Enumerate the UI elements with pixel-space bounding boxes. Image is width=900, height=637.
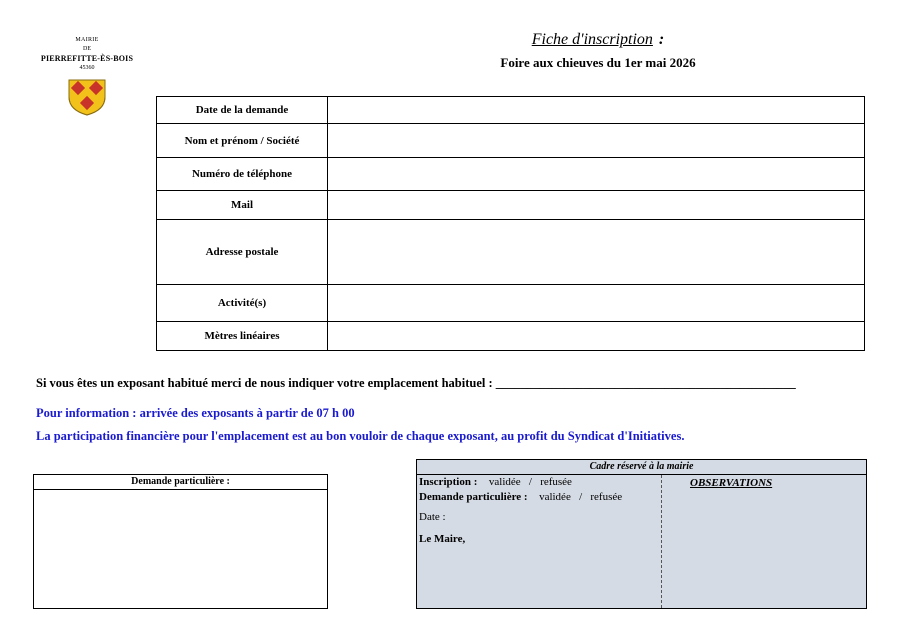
logo-town-name: PIERREFITTE-ÈS-BOIS [40,54,134,63]
table-row [157,124,865,158]
observations-label: OBSERVATIONS [690,477,773,489]
date-label: Date : [419,511,446,523]
registration-table [156,96,865,351]
logo-de-text: DE [83,46,91,52]
form-title: Fiche d'inscription [531,31,653,48]
address-field[interactable] [328,220,865,285]
form-title-colon: : [658,31,665,48]
table-row [157,285,865,322]
coat-of-arms-icon [65,77,109,117]
activity-field[interactable] [328,285,865,322]
mail-field[interactable] [328,191,865,220]
meters-field[interactable] [328,322,865,351]
inscription-options[interactable]: validée / refusée [488,476,572,488]
arrival-info: Pour information : arrivée des exposants à partir de 07 h 00 [36,406,355,420]
header [450,31,746,71]
special-request-box[interactable] [33,474,328,609]
town-hall-logo [30,36,144,117]
row-label-phone: Numéro de téléphone [157,158,328,191]
demande-status-row [419,491,622,503]
name-field[interactable] [328,124,865,158]
table-row [157,220,865,285]
special-request-header: Demande particulière : [34,475,327,490]
row-label-meters: Mètres linéaires [157,322,328,351]
row-label-date: Date de la demande [157,97,328,124]
event-title: Foire aux chieuves du 1er mai 2026 [500,55,696,70]
row-label-address: Adresse postale [157,220,328,285]
observations-panel[interactable] [662,475,866,608]
table-row [157,97,865,124]
participation-info: La participation financière pour l'emplacement est au bon vouloir de chaque exposant, au profit du Syndicat d'Initiatives. [36,429,685,443]
phone-field[interactable] [328,158,865,191]
table-row [157,322,865,351]
row-label-mail: Mail [157,191,328,220]
mairie-reserved-box [416,459,867,609]
title-line [450,31,746,49]
row-label-activity: Activité(s) [157,285,328,322]
table-row [157,191,865,220]
demande-options[interactable]: validée / refusée [539,491,623,503]
inscription-label: Inscription : [419,476,478,488]
logo-mairie-text: MAIRIE [75,37,99,43]
mayor-label: Le Maire, [419,533,466,545]
mairie-decision-panel [417,475,662,608]
row-label-name: Nom et prénom / Société [157,124,328,158]
demande-label: Demande particulière : [419,491,528,503]
table-row [157,158,865,191]
habitual-location-line[interactable]: Si vous êtes un exposant habitué merci de nous indiquer votre emplacement habituel : ________________________________________________ [36,376,796,390]
date-field[interactable] [328,97,865,124]
logo-postcode: 45360 [79,65,95,71]
mairie-reserved-header: Cadre réservé à la mairie [417,460,866,475]
inscription-status-row [419,476,572,488]
